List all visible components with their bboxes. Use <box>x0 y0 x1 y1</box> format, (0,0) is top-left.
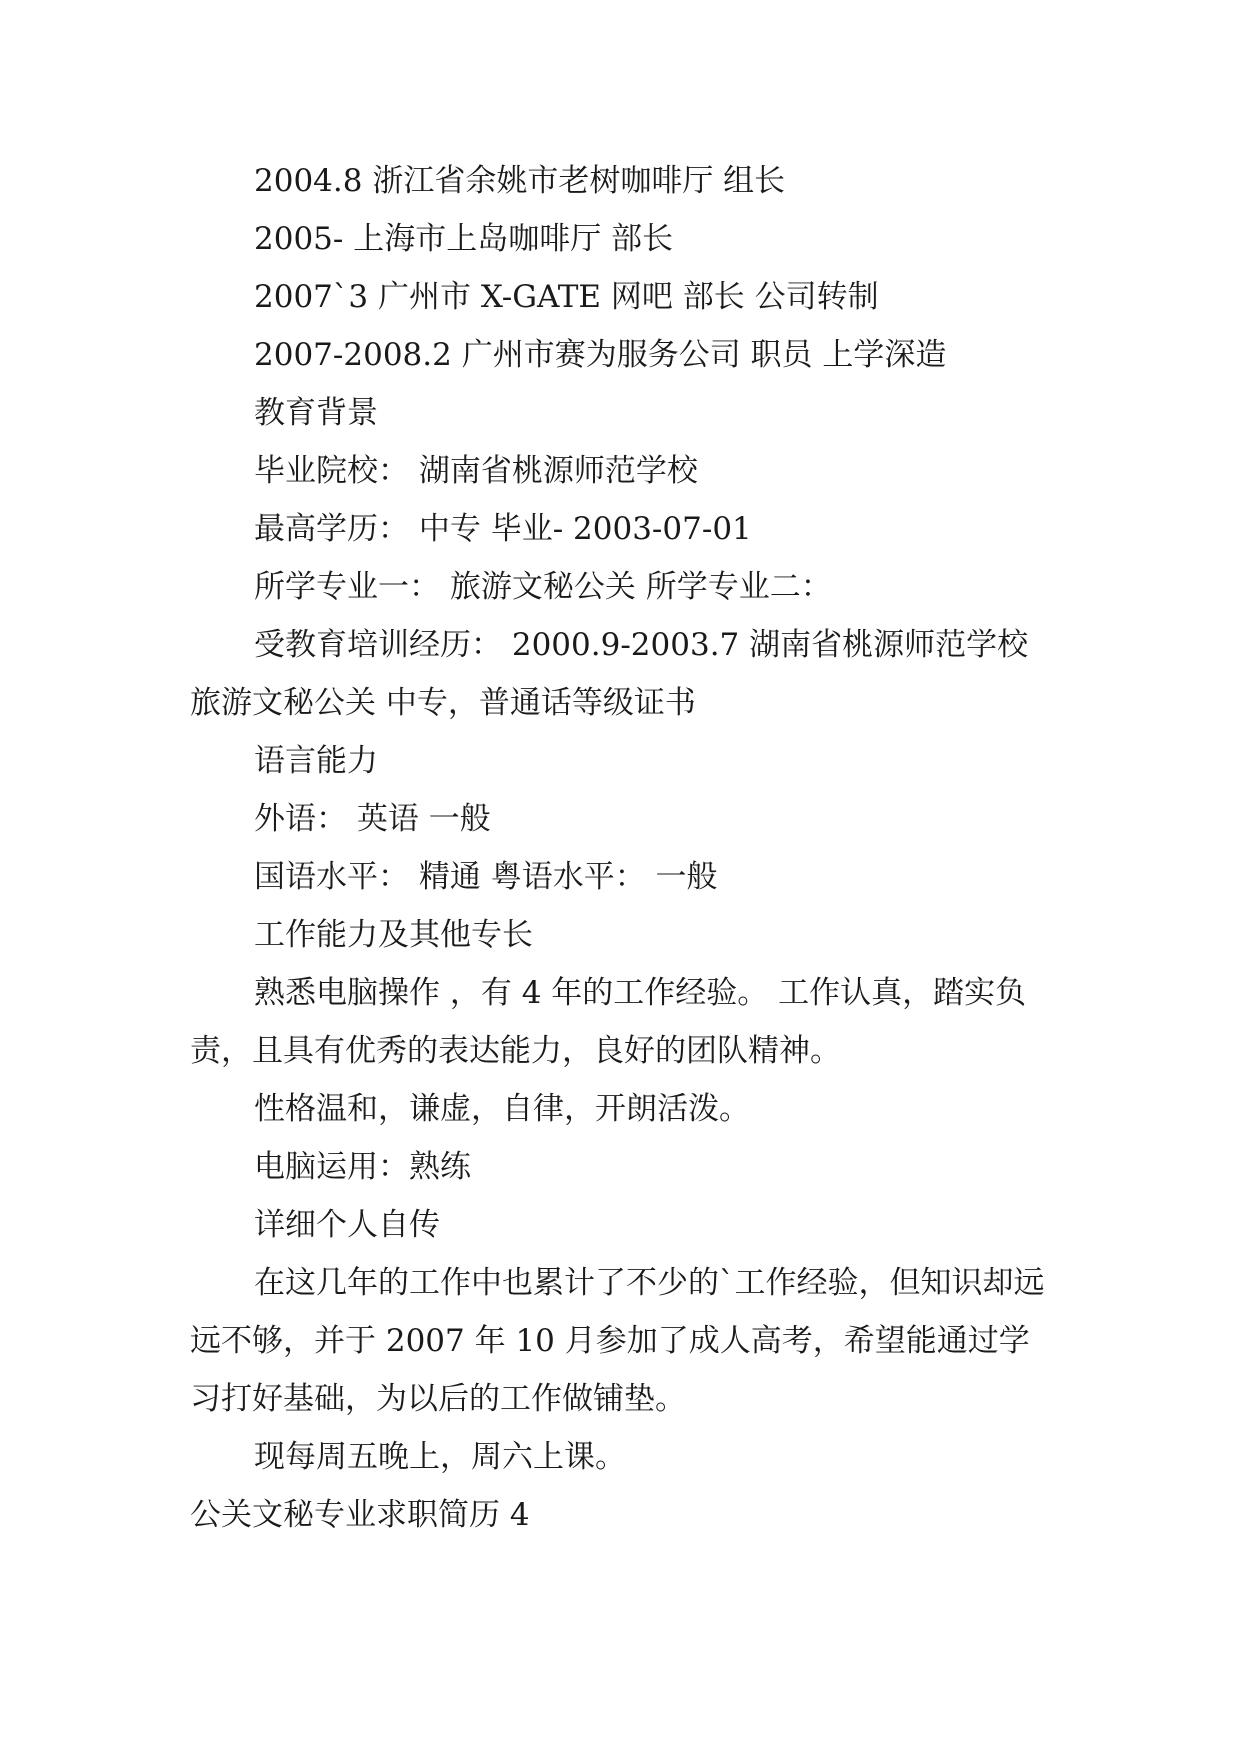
paragraph: 国语水平： 精通 粤语水平： 一般 <box>254 859 718 895</box>
paragraph: 现每周五晚上，周六上课。 <box>254 1439 626 1475</box>
paragraph: 受教育培训经历： 2000.9-2003.7 湖南省桃源师范学校 旅游文秘公关 中专，普通话等级证书 <box>190 627 1038 721</box>
paragraph: 最高学历： 中专 毕业- 2003-07-01 <box>254 511 752 547</box>
paragraph: 外语： 英语 一般 <box>254 801 491 837</box>
paragraph: 电脑运用：熟练 <box>254 1149 471 1185</box>
paragraph: 所学专业一： 旅游文秘公关 所学专业二： <box>254 569 832 605</box>
document-body <box>190 152 1052 1544</box>
paragraph: 2007`3 广州市 X-GATE 网吧 部长 公司转制 <box>254 279 879 315</box>
paragraph: 2004.8 浙江省余姚市老树咖啡厅 组长 <box>254 163 786 199</box>
section-heading: 语言能力 <box>254 743 378 779</box>
paragraph: 2007-2008.2 广州市赛为服务公司 职员 上学深造 <box>254 337 947 373</box>
section-heading: 工作能力及其他专长 <box>254 917 533 953</box>
paragraph: 熟悉电脑操作 ，有 4 年的工作经验。 工作认真，踏实负责，且具有优秀的表达能力，良好的团队精神。 <box>190 975 1027 1069</box>
paragraph: 2005- 上海市上岛咖啡厅 部长 <box>254 221 674 257</box>
section-heading: 详细个人自传 <box>254 1207 440 1243</box>
paragraph: 在这几年的工作中也累计了不少的`工作经验，但知识却远远不够，并于 2007 年 10 月参加了成人高考，希望能通过学习打好基础，为以后的工作做铺垫。 <box>190 1265 1045 1417</box>
section-heading: 教育背景 <box>254 395 378 431</box>
paragraph: 性格温和，谦虚，自律，开朗活泼。 <box>254 1091 750 1127</box>
document-title: 公关文秘专业求职简历 4 <box>190 1497 530 1533</box>
paragraph: 毕业院校： 湖南省桃源师范学校 <box>254 453 698 489</box>
